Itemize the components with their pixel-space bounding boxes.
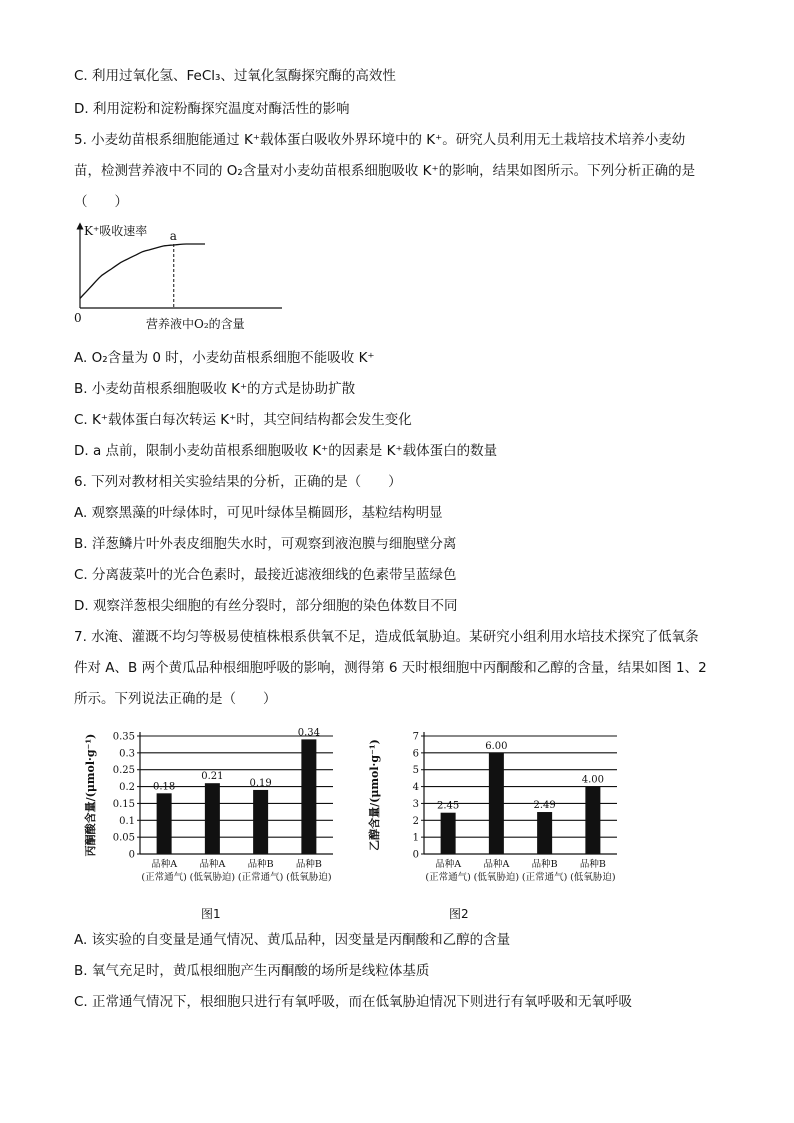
pyruvate-value-label: 0.19 — [249, 777, 272, 789]
pyruvate-bar — [301, 739, 316, 854]
ethanol-tick-label: 7 — [412, 731, 419, 743]
ethanol-value-label: 2.49 — [533, 800, 556, 812]
origin-label: 0 — [74, 311, 82, 325]
ethanol-category-condition: (低氧胁迫) — [473, 872, 520, 883]
pyruvate-tick-label: 0.35 — [112, 731, 135, 743]
ethanol-y-axis-label: 乙醇含量/(μmol·g⁻¹) — [368, 739, 381, 851]
y-axis-label: K⁺吸收速率 — [84, 224, 148, 238]
ethanol-tick-label: 5 — [412, 765, 419, 777]
ethanol-category-condition: (低氧胁迫) — [570, 872, 616, 883]
ethanol-tick-label: 0 — [412, 849, 419, 861]
option-4c: C. 利用过氧化氢、FeCl₃、过氧化氢酶探究酶的高效性 — [74, 68, 396, 84]
pyruvate-category-condition: (正常通气) — [237, 872, 284, 883]
pyruvate-value-label: 0.21 — [201, 771, 224, 783]
question-5-line3: （ ） — [74, 194, 128, 210]
ethanol-bar — [537, 812, 552, 854]
option-6c: C. 分离菠菜叶的光合色素时，最接近滤液细线的色素带呈蓝绿色 — [74, 567, 457, 583]
ethanol-bar — [585, 787, 600, 854]
question-5-line1: 5. 小麦幼苗根系细胞能通过 K⁺载体蛋白吸收外界环境中的 K⁺。研究人员利用无土栽培技术培养小麦幼 — [74, 132, 686, 148]
pyruvate-bar — [157, 793, 172, 854]
ethanol-category-label: 品种A — [483, 859, 510, 870]
pyruvate-category-label: 品种B — [295, 859, 322, 870]
ethanol-value-label: 4.00 — [581, 774, 605, 786]
option-6a: A. 观察黑藻的叶绿体时，可见叶绿体呈椭圆形，基粒结构明显 — [74, 505, 443, 521]
figure-2-caption: 图2 — [449, 907, 469, 921]
ethanol-category-label: 品种B — [579, 859, 606, 870]
option-5a: A. O₂含量为 0 时，小麦幼苗根系细胞不能吸收 K⁺ — [74, 350, 375, 366]
figure-1-caption: 图1 — [201, 907, 221, 921]
ethanol-bar-chart — [362, 724, 624, 892]
pyruvate-tick-label: 0.3 — [119, 748, 135, 760]
pyruvate-category-condition: (低氧胁迫) — [189, 872, 236, 883]
pyruvate-category-condition: (正常通气) — [141, 872, 187, 883]
option-5b: B. 小麦幼苗根系细胞吸收 K⁺的方式是协助扩散 — [74, 381, 356, 397]
ethanol-tick-label: 4 — [412, 782, 419, 794]
option-7c: C. 正常通气情况下，根细胞只进行有氧呼吸，而在低氧胁迫情况下则进行有氧呼吸和无氧呼吸 — [74, 994, 633, 1010]
option-6b: B. 洋葱鳞片叶外表皮细胞失水时，可观察到液泡膜与细胞壁分离 — [74, 536, 457, 552]
ethanol-category-condition: (正常通气) — [425, 872, 471, 883]
question-6: 6. 下列对教材相关实验结果的分析，正确的是（ ） — [74, 474, 402, 490]
pyruvate-tick-label: 0.05 — [112, 832, 135, 844]
option-6d: D. 观察洋葱根尖细胞的有丝分裂时，部分细胞的染色体数目不同 — [74, 598, 458, 614]
ethanol-tick-label: 6 — [412, 748, 419, 760]
ethanol-category-label: 品种A — [435, 859, 462, 870]
option-5d: D. a 点前，限制小麦幼苗根系细胞吸收 K⁺的因素是 K⁺载体蛋白的数量 — [74, 443, 498, 459]
pyruvate-tick-label: 0.25 — [112, 765, 135, 777]
pyruvate-tick-label: 0.15 — [112, 798, 135, 810]
pyruvate-category-label: 品种B — [247, 859, 274, 870]
ethanol-value-label: 2.45 — [436, 800, 460, 812]
pyruvate-y-axis-label: 丙酮酸含量/(μmol·g⁻¹) — [84, 733, 97, 857]
ethanol-category-condition: (正常通气) — [521, 872, 568, 883]
ethanol-bar — [441, 813, 456, 854]
pyruvate-value-label: 0.18 — [152, 781, 176, 793]
pyruvate-bar — [205, 783, 220, 854]
ethanol-tick-label: 1 — [412, 832, 419, 844]
pyruvate-value-label: 0.34 — [297, 727, 321, 739]
pyruvate-bar-chart — [78, 724, 340, 892]
question-7-line1: 7. 水淹、灌溉不均匀等极易使植株根系供氧不足，造成低氧胁迫。某研究小组利用水培技术探究了低氧条 — [74, 629, 699, 645]
ethanol-tick-label: 3 — [412, 798, 419, 810]
option-5c: C. K⁺载体蛋白每次转运 K⁺时，其空间结构都会发生变化 — [74, 412, 412, 428]
x-axis-label: 营养液中O₂的含量 — [146, 317, 245, 331]
pyruvate-category-condition: (低氧胁迫) — [286, 872, 332, 883]
k-uptake-chart — [70, 222, 290, 334]
point-a-label: a — [169, 229, 177, 243]
uptake-curve — [80, 244, 205, 298]
ethanol-bar — [489, 753, 504, 854]
pyruvate-bar — [253, 790, 268, 854]
question-7-line2: 件对 A、B 两个黄瓜品种根细胞呼吸的影响，测得第 6 天时根细胞中丙酮酸和乙醇的含量，结果如图 1、2 — [74, 660, 707, 676]
pyruvate-tick-label: 0 — [128, 849, 135, 861]
option-7b: B. 氧气充足时，黄瓜根细胞产生丙酮酸的场所是线粒体基质 — [74, 963, 430, 979]
ethanol-category-label: 品种B — [531, 859, 558, 870]
question-7-line3: 所示。下列说法正确的是（ ） — [74, 691, 277, 707]
ethanol-tick-label: 2 — [412, 815, 419, 827]
option-4d: D. 利用淀粉和淀粉酶探究温度对酶活性的影响 — [74, 101, 350, 117]
pyruvate-tick-label: 0.1 — [119, 815, 135, 827]
ethanol-value-label: 6.00 — [485, 740, 508, 752]
pyruvate-category-label: 品种A — [151, 859, 178, 870]
pyruvate-tick-label: 0.2 — [119, 782, 135, 794]
question-5-line2: 苗，检测营养液中不同的 O₂含量对小麦幼苗根系细胞吸收 K⁺的影响，结果如图所示。下列分析正确的是 — [74, 163, 696, 179]
pyruvate-category-label: 品种A — [199, 859, 226, 870]
option-7a: A. 该实验的自变量是通气情况、黄瓜品种，因变量是丙酮酸和乙醇的含量 — [74, 932, 511, 948]
